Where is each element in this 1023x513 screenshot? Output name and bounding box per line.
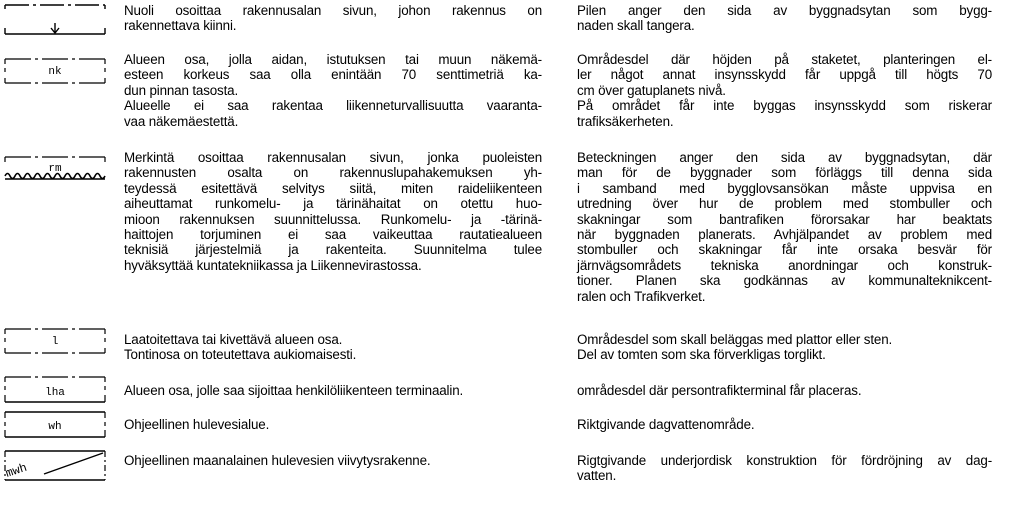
pointing-arrow-finnish: Nuoli osoittaa rakennusalan sivun, johon rakennus on rakennettava kiinni. bbox=[124, 3, 542, 34]
wh-symbol-label: wh bbox=[48, 421, 62, 433]
nk-symbol-label: nk bbox=[48, 66, 62, 78]
l-symbol-label: l bbox=[51, 336, 59, 348]
rm-swedish: Beteckningen anger den sida av byggnadsytan, där man för de byggnader som förläggs till denna sida i samband med bygglovsansökan måste uppvisa en utredning över hur de problem med stombuller och skakningar som bantrafiken förorsakar har beaktats när byggnaden planerats. Avhjälpandet av problem med stombuller och skakningar får inte orsaka besvär för järnvägsområdets tekniska anordningar och konstruk- tioner. Planen ska godkännas av kommunalteknikcent- ralen och Trafikverket. bbox=[577, 150, 992, 304]
wh-swedish: Riktgivande dagvattenområde. bbox=[577, 417, 755, 432]
rm-finnish: Merkintä osoittaa rakennusalan sivun, jonka puoleisten rakennusten osalta on rakennuslupahakemuksen yh- teydessä esitettävä selvitys siitä, miten raideliikenteen aiheuttamat runkomelu- ja tärinähaitat on otettu huo- mioon rakennuksen suunnittelussa. Runkomelu- ja -tärinä- haittojen torjuminen ei saa vaikeuttaa rautatiealueen teknisiä järjestelmiä ja rakenteita. Suunnitelma tulee hyväksyttää kuntatekniikassa ja Liikennevirastossa. bbox=[124, 150, 542, 273]
nk-symbol bbox=[4, 58, 106, 84]
lha-symbol bbox=[4, 376, 106, 403]
nk-finnish: Alueen osa, jolla aidan, istutuksen tai muun näkemä- esteen korkeus saa olla enintään 70 senttimetriä ka- dun pinnan tasosta. Alueelle ei saa rakentaa liikenneturvallisuutta vaaranta- vaa näkemäestettä. bbox=[124, 52, 542, 129]
nk-swedish: Områdesdel där höjden på staketet, planteringen el- ler något annat insynsskydd får uppgå till högts 70 cm över gatuplanets nivå. På området får inte byggas insynsskydd som riskerar trafiksäkerheten. bbox=[577, 52, 992, 129]
mwh-symbol bbox=[4, 450, 106, 482]
rm-symbol bbox=[4, 156, 106, 184]
pointing-arrow-symbol bbox=[4, 4, 106, 36]
mwh-finnish: Ohjeellinen maanalainen hulevesien viivytysrakenne. bbox=[124, 453, 431, 468]
pointing-arrow-swedish: Pilen anger den sida av byggnadsytan som bygg- naden skall tangera. bbox=[577, 3, 992, 34]
l-symbol bbox=[4, 328, 106, 354]
lha-swedish: områdesdel där persontrafikterminal får placeras. bbox=[577, 383, 862, 398]
l-swedish: Områdesdel som skall beläggas med plattor eller sten. Del av tomten som ska förverkligas torglikt. bbox=[577, 332, 893, 363]
lha-finnish: Alueen osa, jolle saa sijoittaa henkilöliikenteen terminaalin. bbox=[124, 383, 464, 398]
rm-symbol-label: rm bbox=[48, 163, 62, 175]
mwh-swedish: Rigtgivande underjordisk konstruktion för fördröjning av dag- vatten. bbox=[577, 453, 992, 484]
wh-finnish: Ohjeellinen hulevesialue. bbox=[124, 417, 270, 432]
wh-symbol bbox=[4, 411, 106, 438]
mwh-symbol-label: mwh bbox=[3, 460, 29, 481]
l-finnish: Laatoitettava tai kivettävä alueen osa. Tontinosa on toteutettava aukiomaisesti. bbox=[124, 332, 357, 363]
lha-symbol-label: lha bbox=[45, 387, 65, 399]
